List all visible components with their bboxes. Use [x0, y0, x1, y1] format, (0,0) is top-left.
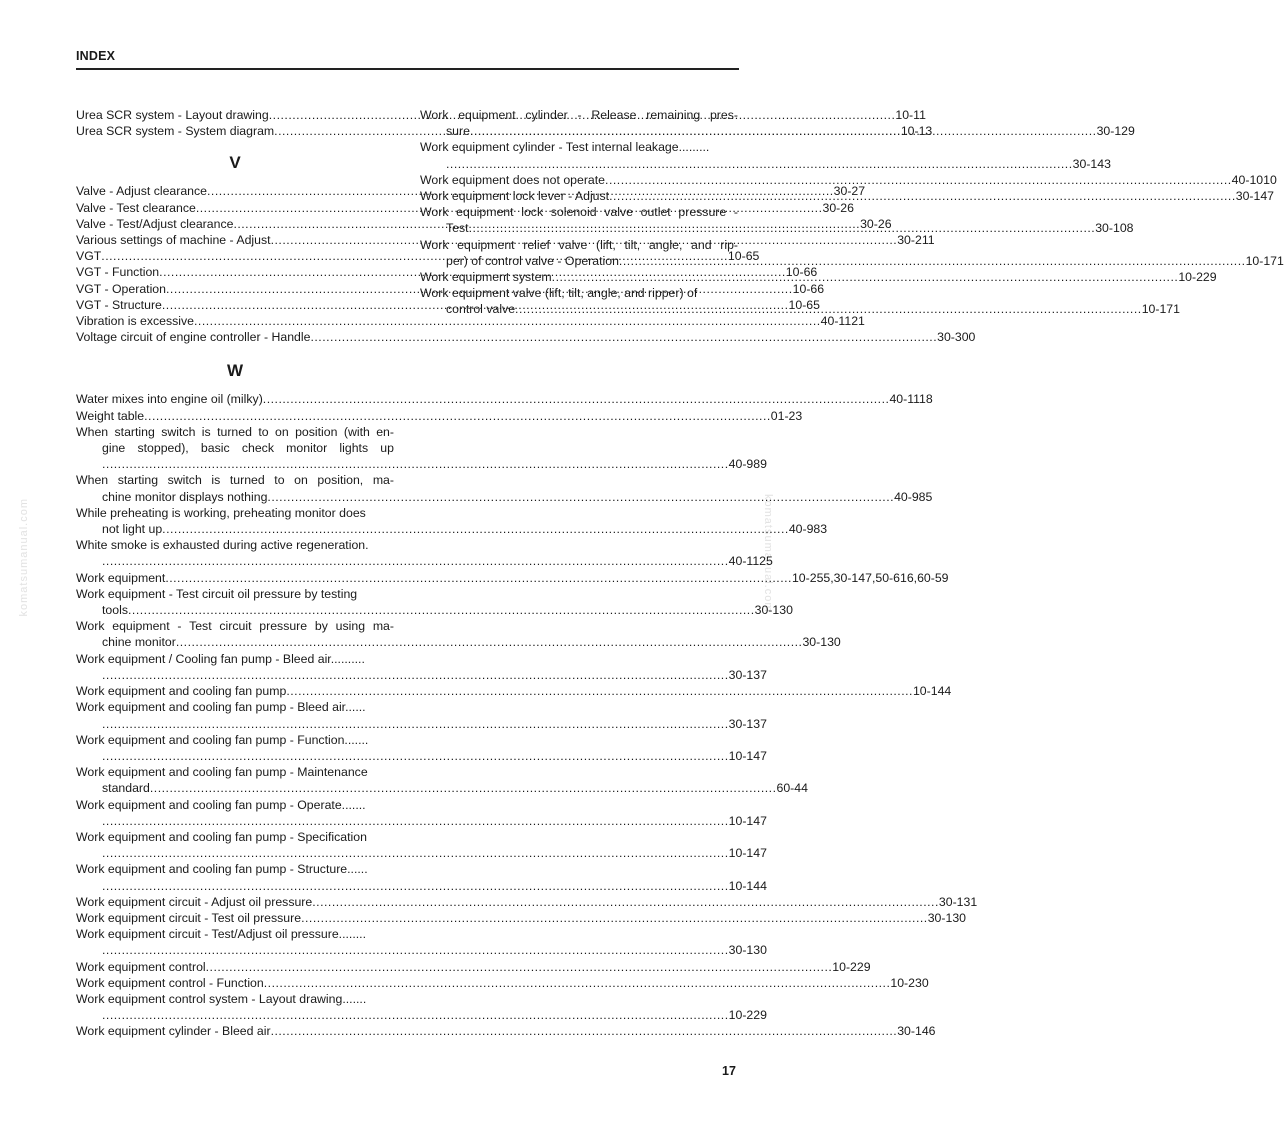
- index-entry: [76, 764, 808, 796]
- index-entry-text: Water mixes into engine oil (milky): [76, 392, 263, 407]
- leader-dots: [165, 571, 792, 585]
- index-entry: [76, 797, 767, 829]
- index-entry-page: 30-108: [1095, 221, 1134, 236]
- index-entry: [76, 926, 767, 958]
- index-entry-text: Work equipment and cooling fan pump - Maintenance: [76, 765, 368, 780]
- index-entry-text: Work equipment system: [420, 270, 552, 285]
- header-rule: [76, 68, 739, 70]
- index-entry-page: 30-300: [937, 330, 976, 345]
- index-entry: [76, 570, 949, 586]
- leader-dots: [310, 330, 937, 344]
- index-entry-text: Work equipment lock solenoid valve outlet pressure -: [420, 205, 738, 220]
- index-entry: [76, 683, 952, 699]
- index-entry-text: VGT - Structure: [76, 297, 162, 312]
- index-entry-page: 10-65: [727, 249, 760, 264]
- index-entry-text: standard: [102, 781, 150, 796]
- leader-dots: [144, 409, 771, 423]
- index-entry-text: Test: [446, 221, 469, 236]
- index-entry-text: Weight table: [76, 408, 145, 423]
- index-entry: [76, 391, 933, 407]
- index-entry-text: Valve - Test clearance: [76, 200, 196, 215]
- index-entry-page: 10-229: [728, 1008, 767, 1023]
- leader-dots: [552, 270, 1179, 284]
- leader-dots: [301, 911, 928, 925]
- leader-dots: [102, 749, 729, 763]
- index-entry-text: Voltage circuit of engine controller - Handle: [76, 330, 311, 345]
- index-entry-page: 10-230: [890, 975, 929, 990]
- index-entry-page: 40-1121: [820, 314, 865, 329]
- index-entry-text: chine monitor displays nothing: [102, 489, 268, 504]
- leader-dots: [271, 1024, 898, 1038]
- leader-dots: [286, 684, 913, 698]
- leader-dots: [515, 302, 1142, 316]
- index-entry-text: Work equipment - Test circuit oil pressure by testing: [76, 586, 358, 601]
- index-entry: [76, 651, 767, 683]
- index-entry-text: Work equipment and cooling fan pump - Bleed air......: [76, 700, 366, 715]
- leader-dots: [128, 603, 755, 617]
- index-entry-text: VGT - Function: [76, 265, 160, 280]
- index-entry-text: control valve: [446, 302, 516, 317]
- index-entry-page: 10-229: [832, 959, 871, 974]
- index-entry: [76, 959, 871, 975]
- index-entry-page: 40-1125: [728, 554, 773, 569]
- leader-dots: [102, 1008, 729, 1022]
- index-entry-text: Work equipment and cooling fan pump - Function.......: [76, 732, 369, 747]
- leader-dots: [176, 635, 803, 649]
- index-entry-page: 30-130: [802, 635, 841, 650]
- index-entry-text: Work equipment circuit - Test oil pressure: [76, 910, 302, 925]
- leader-dots: [609, 189, 1236, 203]
- index-entry-page: 10-255,30-147,50-616,60-59: [791, 570, 949, 585]
- index-entry-text: not light up: [102, 522, 163, 537]
- index-entry-text: Valve - Adjust clearance: [76, 184, 208, 199]
- index-entry-text: Work equipment control - Function: [76, 975, 264, 990]
- index-entry-page: 30-27: [833, 184, 866, 199]
- index-entry-text: Work equipment and cooling fan pump - Structure......: [76, 862, 368, 877]
- leader-dots: [470, 124, 1097, 138]
- leader-dots: [102, 879, 729, 893]
- index-entry-text: Work equipment cylinder - Bleed air: [76, 1024, 271, 1039]
- leader-dots: [263, 392, 890, 406]
- index-entry-text: Work equipment and cooling fan pump - Operate.......: [76, 797, 366, 812]
- index-entry-text: Work equipment and cooling fan pump: [76, 684, 287, 699]
- index-entry-text: Work equipment - Test circuit pressure by using ma-: [76, 619, 394, 634]
- index-entry-page: 10-147: [728, 846, 767, 861]
- leader-dots: [267, 490, 894, 504]
- index-entry: [420, 172, 1277, 188]
- index-entry-text: Vibration is excessive: [76, 314, 195, 329]
- index-entry: [76, 329, 976, 345]
- index-entry-text: Work equipment valve (lift, tilt, angle, and ripper) of: [420, 286, 698, 301]
- index-entry-page: 10-65: [788, 297, 820, 312]
- index-entry-page: 30-143: [1072, 156, 1111, 171]
- index-entry-text: VGT: [76, 249, 102, 264]
- page-number: 17: [722, 1064, 736, 1078]
- index-entry: [76, 699, 767, 731]
- index-entry-text: Work equipment relief valve (lift, tilt, angle, and rip-: [420, 237, 738, 252]
- index-entry-text: per) of control valve - Operation: [446, 253, 619, 268]
- section-letter-w: W: [226, 361, 244, 381]
- index-entry-text: Work equipment control: [76, 959, 206, 974]
- index-entry-text: Work equipment: [76, 570, 166, 585]
- index-entry-text: sure: [446, 124, 470, 139]
- index-entry-text: Urea SCR system - Layout drawing: [76, 108, 269, 122]
- leader-dots: [102, 943, 729, 957]
- index-entry-page: 30-129: [1096, 124, 1135, 139]
- index-header-title: INDEX: [76, 49, 116, 63]
- index-entry-page: 30-130: [927, 910, 967, 925]
- index-entry-text: chine monitor: [102, 635, 176, 650]
- leader-dots: [312, 895, 939, 909]
- index-entry: [76, 1023, 936, 1039]
- leader-dots: [102, 668, 729, 682]
- index-entry-page: 10-66: [785, 265, 818, 280]
- index-entry: [76, 505, 828, 537]
- index-entry: [76, 424, 767, 473]
- index-entry: [76, 991, 767, 1023]
- index-entry-page: 30-130: [728, 943, 767, 958]
- index-entry-text: Valve - Test/Adjust clearance: [76, 216, 234, 231]
- index-entry-text: When starting switch is turned to on position, ma-: [76, 473, 394, 488]
- index-entry: [420, 139, 1111, 171]
- index-entry-page: 10-13: [900, 124, 933, 139]
- leader-dots: [446, 157, 1073, 171]
- index-entry-text: Work equipment control system - Layout drawing.......: [76, 991, 367, 1006]
- index-entry: [76, 313, 865, 329]
- index-entry-page: 40-989: [728, 457, 767, 472]
- index-entry-page: 10-66: [792, 281, 825, 296]
- leader-dots: [102, 846, 729, 860]
- index-entry-page: 30-131: [938, 894, 978, 909]
- index-entry-page: 10-171: [1141, 302, 1180, 317]
- index-entry-page: 30-137: [728, 716, 767, 731]
- leader-dots: [605, 173, 1232, 187]
- index-entry: [76, 216, 892, 232]
- index-entry: [76, 618, 841, 650]
- index-entry-page: 30-130: [754, 603, 793, 618]
- index-entry-page: 40-1118: [889, 392, 933, 407]
- index-entry-text: VGT - Operation: [76, 281, 166, 296]
- index-entry: [76, 472, 933, 504]
- leader-dots: [102, 814, 729, 828]
- leader-dots: [150, 781, 777, 795]
- index-entry-text: White smoke is exhausted during active regeneration.: [76, 538, 369, 553]
- index-entry-text: Work equipment circuit - Test/Adjust oil pressure........: [76, 927, 366, 942]
- index-entry-page: 10-147: [728, 748, 767, 763]
- index-entry: [76, 894, 978, 910]
- watermark-left: komatsumanual.com: [18, 498, 30, 617]
- index-entry-page: 40-985: [894, 489, 933, 504]
- index-entry-page: 10-11: [895, 108, 926, 122]
- index-entry-text: Work equipment / Cooling fan pump - Bleed air..........: [76, 651, 365, 666]
- index-entry-page: 01-23: [770, 408, 803, 423]
- index-entry-text: gine stopped), basic check monitor lights up: [102, 441, 394, 456]
- index-entry-text: Work equipment does not operate: [420, 172, 606, 187]
- index-entry-page: 30-211: [897, 233, 935, 248]
- index-entry-text: Work equipment cylinder - Test internal leakage.........: [420, 140, 710, 155]
- leader-dots: [162, 522, 789, 536]
- index-entry-page: 40-983: [788, 522, 828, 537]
- index-entry-page: 30-26: [822, 200, 854, 215]
- index-entry-page: 40-1010: [1231, 172, 1277, 187]
- index-entry-page: 30-146: [897, 1024, 936, 1039]
- index-entry: [76, 732, 767, 764]
- index-entry-page: 10-229: [1178, 270, 1217, 285]
- index-entry: [76, 586, 793, 618]
- index-entry: [76, 975, 929, 991]
- index-entry-page: 10-171: [1245, 253, 1284, 268]
- index-entry: [76, 408, 803, 424]
- index-entry-page: 60-44: [776, 781, 808, 796]
- index-entry-text: tools: [102, 603, 128, 618]
- index-entry-page: 10-147: [728, 813, 767, 828]
- index-entry: [76, 861, 767, 893]
- index-entry-page: 30-26: [860, 216, 892, 231]
- index-entry-page: 30-147: [1235, 189, 1275, 204]
- section-letter-v: V: [229, 153, 241, 173]
- leader-dots: [102, 457, 729, 471]
- leader-dots: [469, 221, 1096, 235]
- leader-dots: [619, 254, 1246, 268]
- watermark-right: komatsumanual.com: [762, 494, 774, 613]
- index-entry: [76, 910, 967, 926]
- index-entry-text: While preheating is working, preheating monitor does: [76, 505, 366, 520]
- index-entry-text: Various settings of machine - Adjust: [76, 233, 271, 248]
- index-entry-text: When starting switch is turned to on position (with en-: [76, 424, 394, 439]
- index-entry: [76, 537, 773, 569]
- index-entry-text: Work equipment circuit - Adjust oil pressure: [76, 894, 313, 909]
- leader-dots: [102, 554, 729, 568]
- index-entry-page: 30-137: [728, 667, 767, 682]
- index-entry: [76, 829, 767, 861]
- index-entry-page: 10-144: [728, 878, 767, 893]
- leader-dots: [206, 960, 833, 974]
- index-entry-text: Work equipment cylinder - Release remaining pres-: [420, 108, 738, 122]
- index-entry-text: Urea SCR system - System diagram: [76, 124, 275, 139]
- leader-dots: [102, 717, 729, 731]
- index-entry-page: 10-144: [912, 684, 952, 699]
- index-entry-text: Work equipment and cooling fan pump - Specification: [76, 829, 367, 844]
- leader-dots: [264, 976, 891, 990]
- index-entry-text: Work equipment lock lever - Adjust: [420, 189, 610, 204]
